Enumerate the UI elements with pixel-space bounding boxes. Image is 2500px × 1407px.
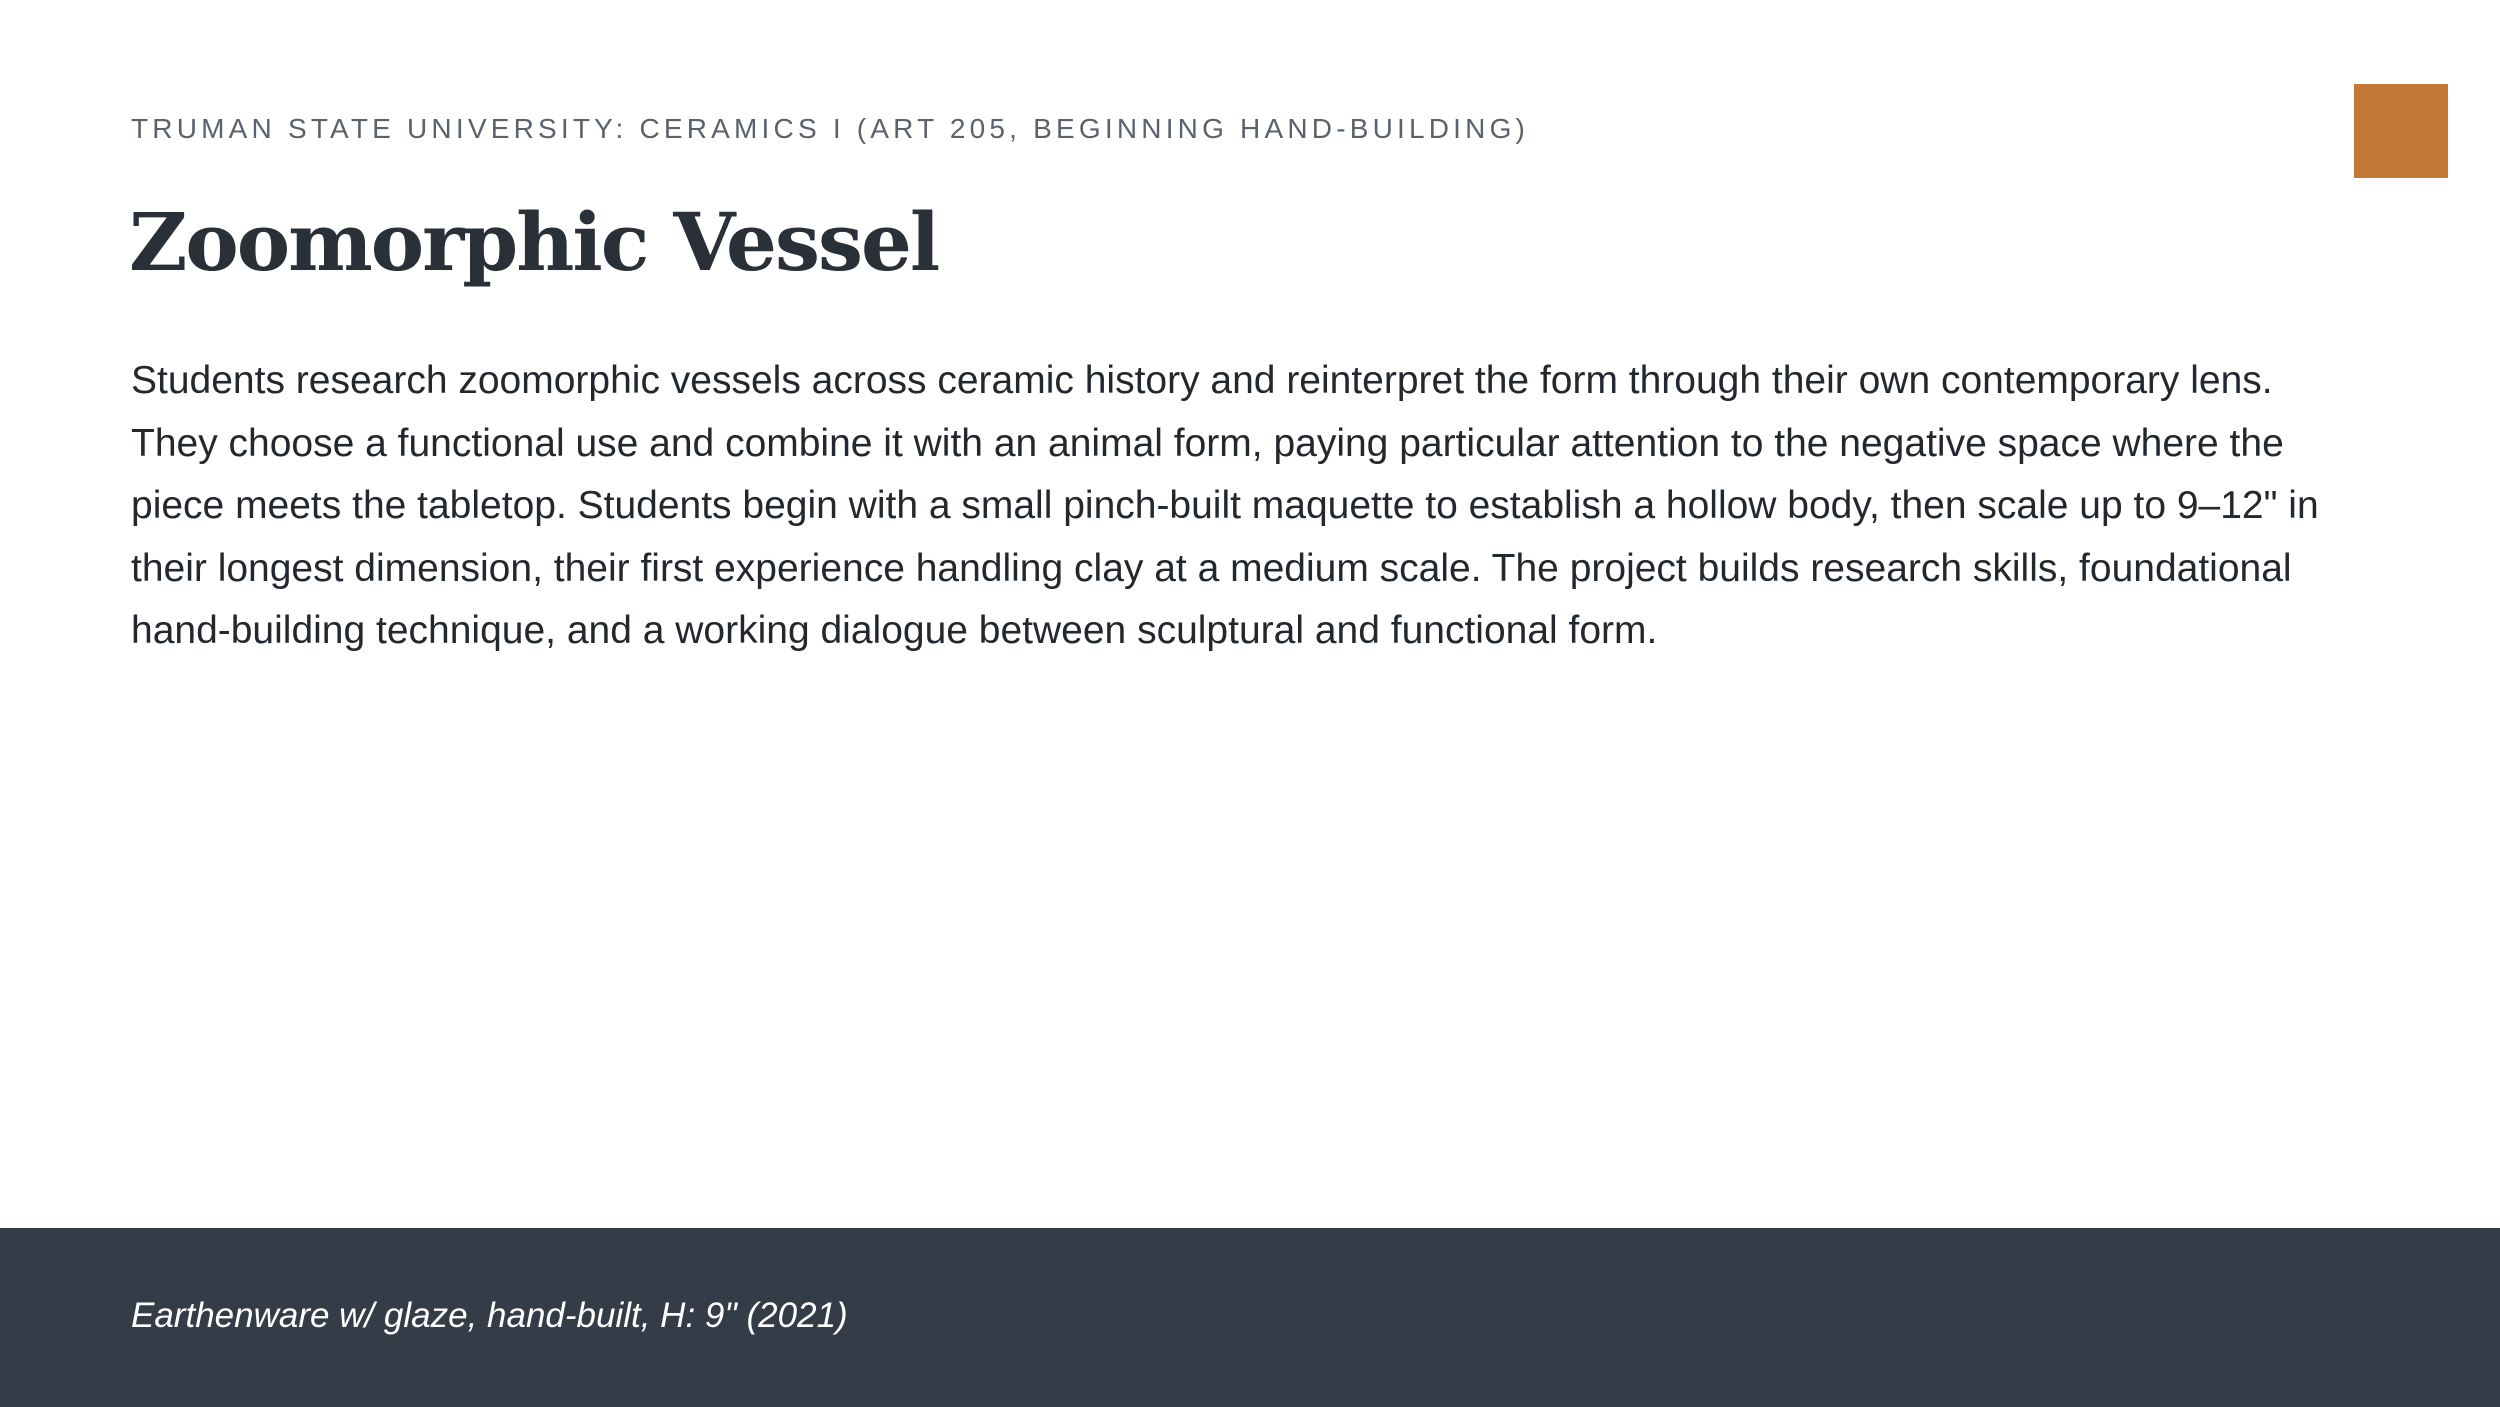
project-description: Students research zoomorphic vessels across ceramic history and reinterpret the form through their own contemporary lens. They choose a functional use and combine it with an animal form, paying particular attention to the negative space where the piece meets the tabletop. Students begin with a small pinch-built maquette to establish a hollow body, then scale up to 9–12" in their longest dimension, their first experience handling clay at a medium scale. The project builds research skills, foundational hand-building technique, and a working dialogue between sculptural and functional form. [131,359,2319,653]
accent-square [2354,84,2448,178]
artwork-caption: Earthenware w/ glaze, hand-built, H: 9" (2021) [131,1296,848,1335]
course-eyebrow: TRUMAN STATE UNIVERSITY: CERAMICS I (ART 205, BEGINNING HAND-BUILDING) [131,113,1530,144]
page-title: Zoomorphic Vessel [129,195,939,289]
